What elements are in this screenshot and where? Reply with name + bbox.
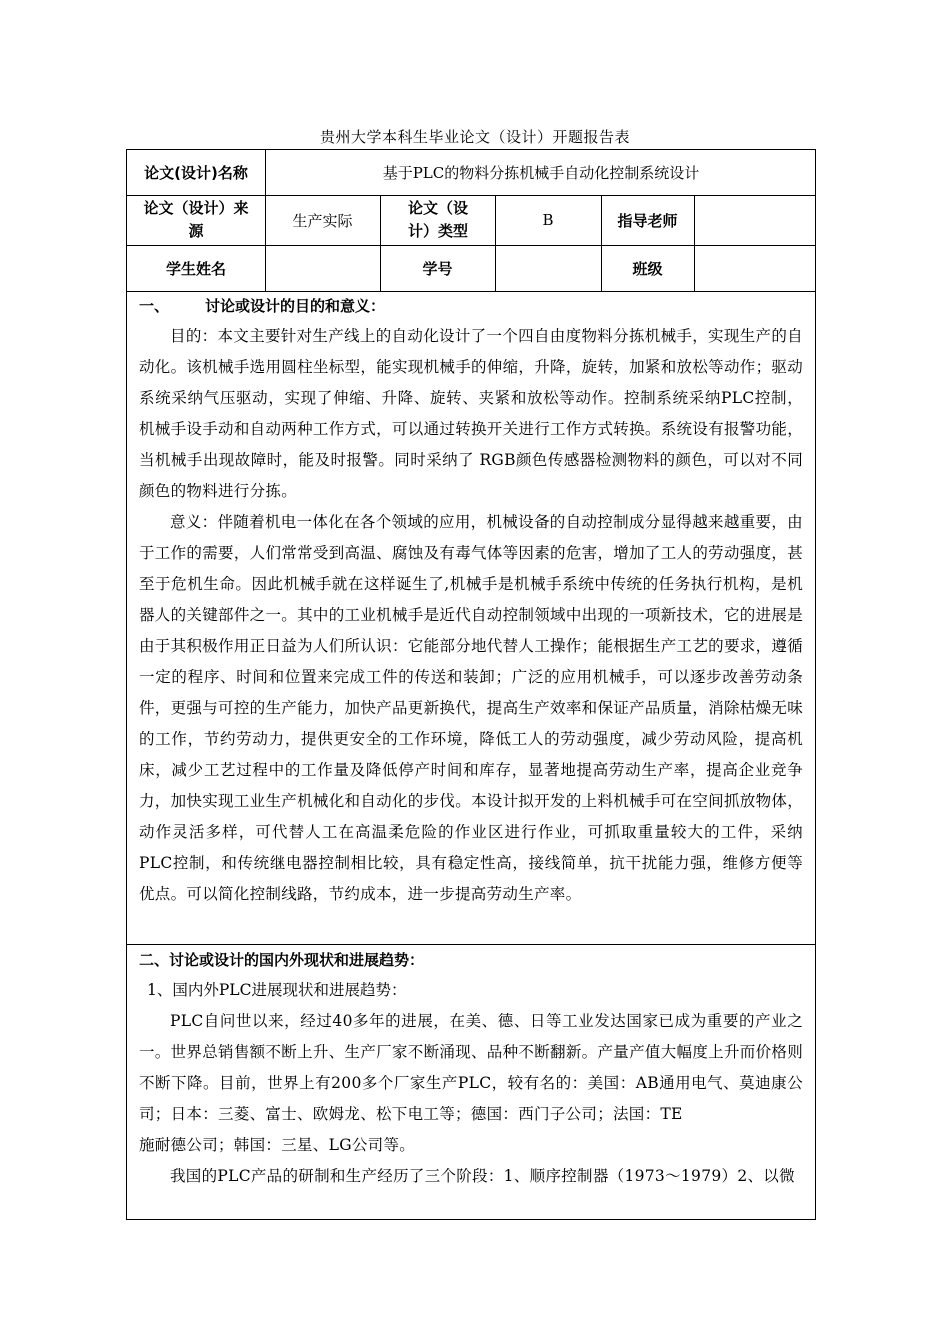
thesis-name-label: 论文(设计)名称 xyxy=(144,164,248,182)
source-label: 论文（设计）来源 xyxy=(143,199,249,240)
type-label: 论文（设计）类型 xyxy=(407,199,468,240)
subsection-heading: 1、国内外PLC进展现状和进展趋势： xyxy=(147,981,407,999)
plc-history-paragraph: PLC自问世以来，经过40多年的进展，在美、德、日等工业发达国家已成为重要的产业之一。世界总销售额不断上升、生产厂家不断涌现、品种不断翻新。产量产值大幅度上升而价格则不断下降。目前，世界上有200多个厂家生产PLC，较有名的：美国：AB通用电气、莫迪康公司；日本：三菱、富士、欧姆龙、松下电工等；德国：西门子公司；法国：TE xyxy=(139,1012,803,1123)
report-table xyxy=(126,149,816,1220)
section-number: 一、 xyxy=(139,297,170,315)
thesis-name-value: 基于PLC的物料分拣机械手自动化控制系统设计 xyxy=(382,164,700,182)
section-heading xyxy=(139,291,803,321)
china-plc-paragraph: 我国的PLC产品的研制和生产经历了三个阶段：1、顺序控制器（1973～1979）2、以微 xyxy=(170,1167,795,1185)
source-value: 生产实际 xyxy=(292,211,353,230)
class-label: 班级 xyxy=(632,259,663,278)
class-value xyxy=(694,245,816,291)
student-name-label: 学生姓名 xyxy=(165,259,226,278)
section-status xyxy=(127,945,815,1192)
purpose-paragraph: 目的：本文主要针对生产线上的自动化设计了一个四自由度物料分拣机械手，实现生产的自动化。该机械手选用圆柱坐标型，能实现机械手的伸缩，升降，旋转，加紧和放松等动作；驱动系统采纳气压驱动，实现了伸缩、升降、旋转、夹紧和放松等动作。控制系统采纳PLC控制，机械手设手动和自动两种工作方式，可以通过转换开关进行工作方式转换。系统设有报警功能，当机械手出现故障时，能及时报警。同时采纳了 RGB颜色传感器检测物料的颜色，可以对不同颜色的物料进行分拣。 xyxy=(139,327,803,500)
page-title: 贵州大学本科生毕业论文（设计）开题报告表 xyxy=(319,128,630,146)
advisor-value xyxy=(694,195,816,245)
section-heading: 二、讨论或设计的国内外现状和进展趋势： xyxy=(139,951,425,969)
significance-paragraph: 意义：伴随着机电一体化在各个领域的应用，机械设备的自动控制成分显得越来越重要，由于工作的需要，人们常常受到高温、腐蚀及有毒气体等因素的危害，增加了工人的劳动强度，甚至于危机生命。因此机械手就在这样诞生了,机械手是机械手系统中传统的任务执行机构，是机器人的关键部件之一。其中的工业机械手是近代自动控制领域中出现的一项新技术，它的进展是由于其积极作用正日益为人们所认识：它能部分地代替人工操作；能根据生产工艺的要求，遵循一定的程序、时间和位置来完成工件的传送和装卸；广泛的应用机械手，可以逐步改善劳动条件，更强与可控的生产能力，加快产品更新换代，提高生产效率和保证产品质量，消除枯燥无味的工作，节约劳动力，提供更安全的工作环境，降低工人的劳动强度，减少劳动风险，提高机床，减少工艺过程中的工作量及降低停产时间和库存，显著地提高劳动生产率，提高企业竞争力，加快实现工业生产机械化和自动化的步伐。本设计拟开发的上料机械手可在空间抓放物体，动作灵活多样，可代替人工在高温柔危险的作业区进行作业，可抓取重量较大的工件，采纳PLC控制，和传统继电器控制相比较，具有稳定性高，接线简单，抗干扰能力强，维修方便等优点。可以简化控制线路，节约成本，进一步提高劳动生产率。 xyxy=(139,513,803,903)
student-id-value xyxy=(495,245,601,291)
type-value: B xyxy=(542,211,554,229)
student-id-label: 学号 xyxy=(422,259,453,278)
plc-history-continued: 施耐德公司；韩国：三星、LG公司等。 xyxy=(139,1136,416,1154)
section-title: 讨论或设计的目的和意义： xyxy=(205,297,386,315)
advisor-label: 指导老师 xyxy=(617,211,678,230)
student-name-value xyxy=(265,245,380,291)
section-purpose xyxy=(127,291,815,910)
